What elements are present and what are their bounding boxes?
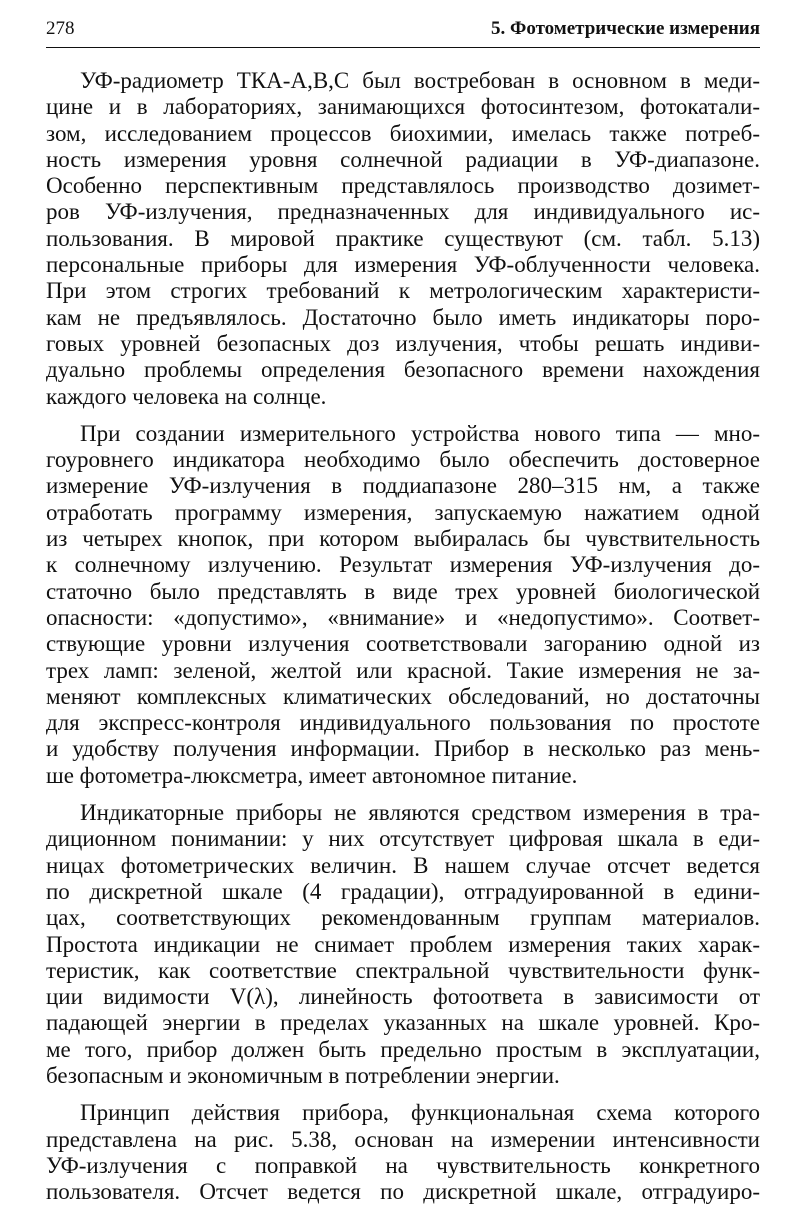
text-line: кам не предъявлялось. Достаточно было иметь индикаторы поро- bbox=[46, 304, 760, 330]
text-line: ность измерения уровня солнечной радиации в УФ-диапазоне. bbox=[46, 146, 760, 172]
text-line: опасности: «допустимо», «внимание» и «недопустимо». Соответ- bbox=[46, 604, 760, 630]
text-line: меняют комплексных климатических обследований, но достаточны bbox=[46, 683, 760, 709]
text-line: и удобству получения информации. Прибор в несколько раз мень- bbox=[46, 736, 760, 762]
text-line: зом, исследованием процессов биохимии, имелась также потреб- bbox=[46, 120, 760, 146]
text-line: статочно было представлять в виде трех уровней биологической bbox=[46, 578, 760, 604]
text-line: пользователя. Отсчет ведется по дискретной шкале, отградуиро- bbox=[46, 1179, 760, 1205]
text-line: дуально проблемы определения безопасного времени нахождения bbox=[46, 357, 760, 383]
text-line: падающей энергии в пределах указанных на шкале уровней. Кро- bbox=[46, 1010, 760, 1036]
text-line: говых уровней безопасных доз излучения, чтобы решать индиви- bbox=[46, 330, 760, 356]
text-line: цине и в лабораториях, занимающихся фотосинтезом, фотокатали- bbox=[46, 94, 760, 120]
text-line: безопасным и экономичным в потреблении энергии. bbox=[46, 1062, 560, 1088]
book-page bbox=[46, 16, 760, 1205]
text-line: по дискретной шкале (4 градации), отградуированной в едини- bbox=[46, 878, 760, 904]
text-line: ше фотометра-люксметра, имеет автономное питание. bbox=[46, 762, 578, 788]
header-rule bbox=[46, 47, 760, 48]
text-line: для экспресс-контроля индивидуального пользования по простоте bbox=[46, 710, 760, 736]
text-line: ров УФ-излучения, предназначенных для индивидуального ис- bbox=[46, 199, 760, 225]
paragraph-2 bbox=[46, 421, 760, 789]
paragraph-1 bbox=[46, 68, 760, 410]
text-line: каждого человека на солнце. bbox=[46, 383, 327, 409]
text-line: ствующие уровни излучения соответствовали загоранию одной из bbox=[46, 631, 760, 657]
text-line: При этом строгих требований к метрологическим характеристи- bbox=[46, 278, 760, 304]
text-line: При создании измерительного устройства нового типа — мно- bbox=[80, 420, 760, 446]
text-line: из четырех кнопок, при котором выбиралась бы чувствительность bbox=[46, 526, 760, 552]
text-line: диционном понимании: у них отсутствует цифровая шкала в еди- bbox=[46, 826, 760, 852]
text-line: Простота индикации не снимает проблем измерения таких харак- bbox=[46, 931, 760, 957]
text-line: УФ-излучения с поправкой на чувствительность конкретного bbox=[46, 1152, 760, 1178]
paragraph-3 bbox=[46, 800, 760, 1089]
body-text bbox=[46, 68, 760, 1205]
text-line: ции видимости V(λ), линейность фотоответа в зависимости от bbox=[46, 984, 760, 1010]
page-number: 278 bbox=[46, 18, 75, 39]
text-line: ме того, прибор должен быть предельно простым в эксплуатации, bbox=[46, 1036, 760, 1062]
running-head bbox=[46, 16, 760, 42]
text-line: теристик, как соответствие спектральной чувствительности функ- bbox=[46, 957, 760, 983]
text-line: Индикаторные приборы не являются средством измерения в тра- bbox=[80, 800, 760, 826]
text-line: Особенно перспективным представлялось производство дозимет- bbox=[46, 173, 760, 199]
chapter-title: 5. Фотометрические измерения bbox=[491, 18, 760, 39]
text-line: представлена на рис. 5.38, основан на измерении интенсивности bbox=[46, 1126, 760, 1152]
text-line: персональные приборы для измерения УФ-облученности человека. bbox=[46, 252, 760, 278]
text-line: УФ-радиометр ТКА-А,В,С был востребован в основном в меди- bbox=[80, 68, 760, 93]
text-line: цах, соответствующих рекомендованным группам материалов. bbox=[46, 905, 760, 931]
text-line: Принцип действия прибора, функциональная схема которого bbox=[80, 1100, 760, 1126]
text-line: гоуровнего индикатора необходимо было обеспечить достоверное bbox=[46, 447, 760, 473]
text-line: ницах фотометрических величин. В нашем случае отсчет ведется bbox=[46, 852, 760, 878]
text-line: трех ламп: зеленой, желтой или красной. Такие измерения не за- bbox=[46, 657, 760, 683]
text-line: пользования. В мировой практике существуют (см. табл. 5.13) bbox=[46, 225, 760, 251]
text-line: измерение УФ-излучения в поддиапазоне 280–315 нм, а также bbox=[46, 473, 760, 499]
text-line: к солнечному излучению. Результат измерения УФ-излучения до- bbox=[46, 552, 760, 578]
text-line: отработать программу измерения, запускаемую нажатием одной bbox=[46, 499, 760, 525]
paragraph-4 bbox=[46, 1100, 760, 1205]
